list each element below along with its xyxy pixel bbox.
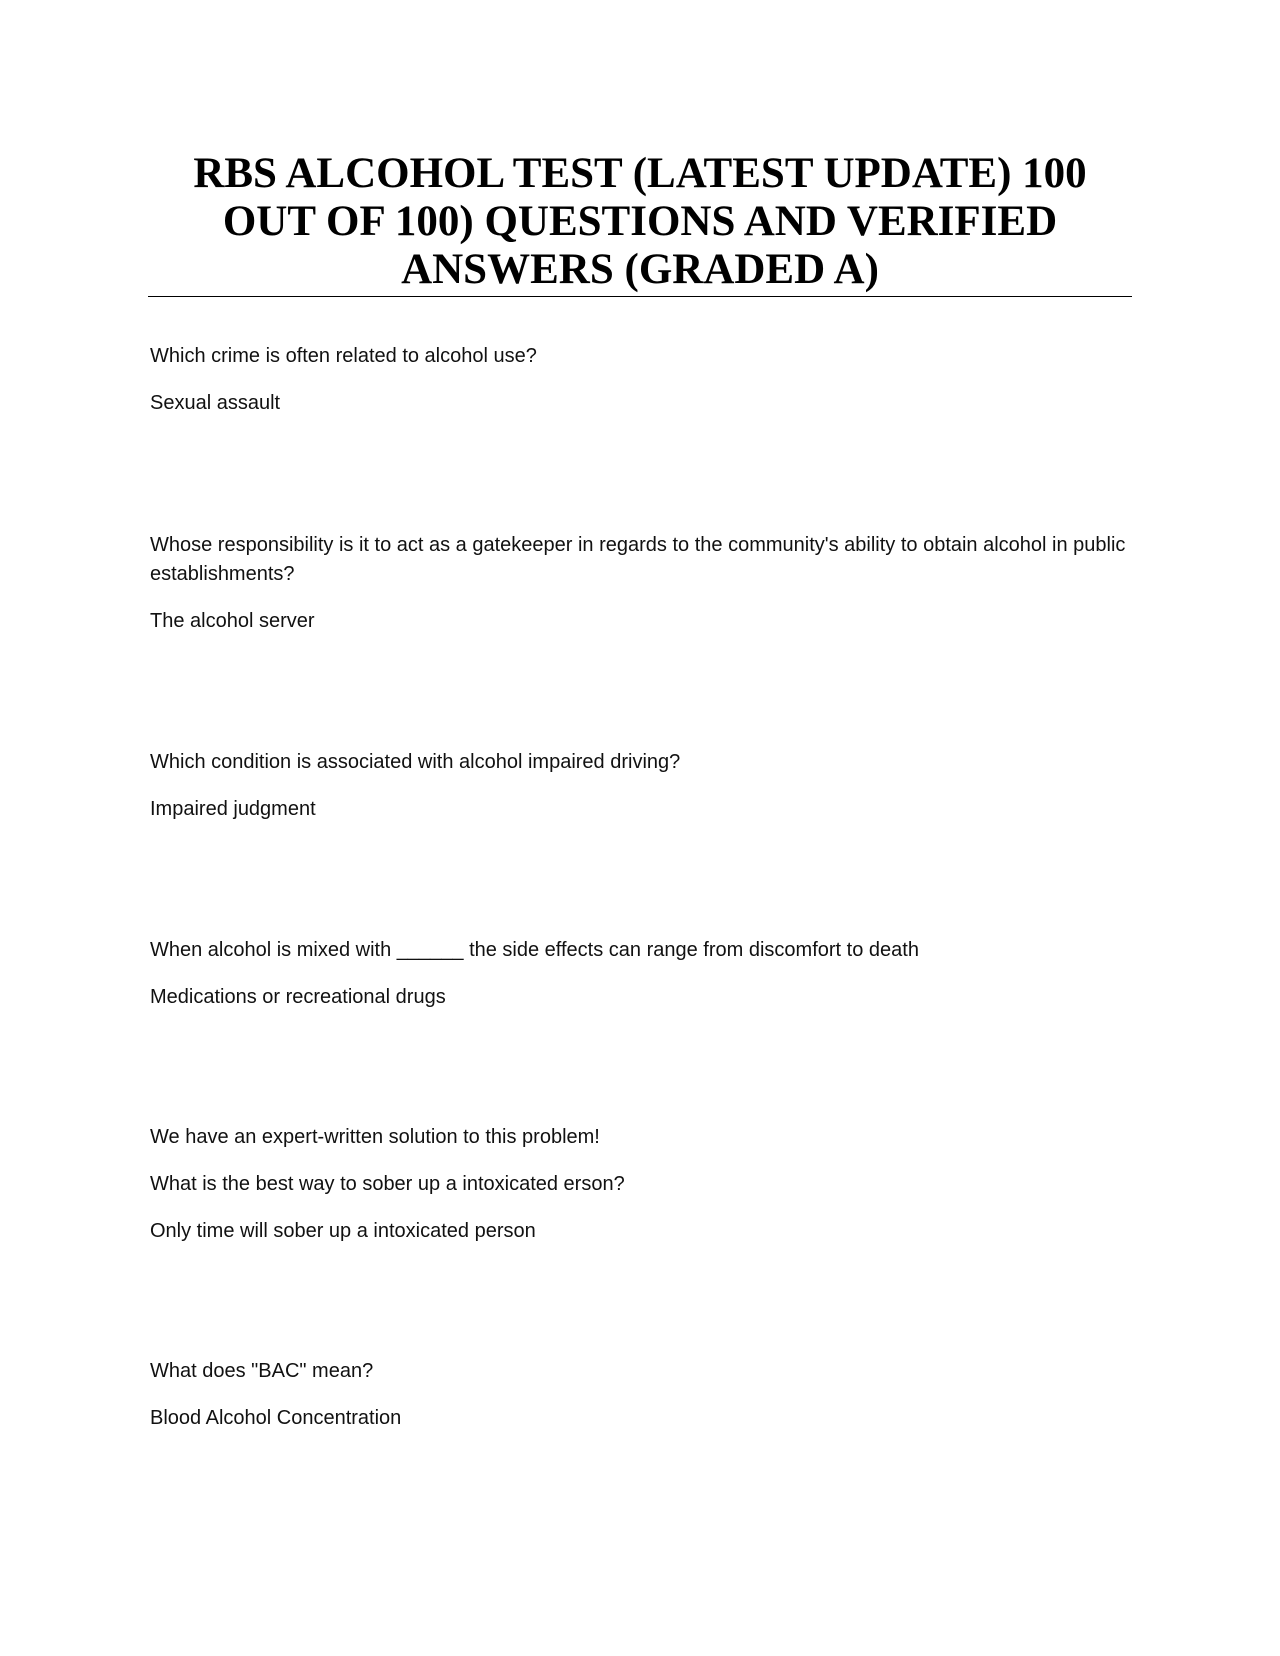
answer-text: Sexual assault (150, 392, 281, 414)
answer-text: Blood Alcohol Concentration (150, 1407, 402, 1429)
qa-item-1 (150, 342, 1140, 418)
promo-note: We have an expert-written solution to this problem! (150, 1126, 600, 1148)
answer-text: Only time will sober up a intoxicated person (150, 1220, 536, 1242)
answer-text: The alcohol server (150, 610, 315, 632)
question-text: Which crime is often related to alcohol use? (150, 345, 537, 367)
qa-item-5 (150, 1123, 1140, 1246)
title-divider (148, 296, 1132, 297)
qa-item-4 (150, 936, 1140, 1012)
qa-item-2 (150, 531, 1140, 636)
question-text: Which condition is associated with alcohol impaired driving? (150, 751, 681, 773)
answer-text: Impaired judgment (150, 798, 316, 820)
answer-text: Medications or recreational drugs (150, 986, 446, 1008)
qa-item-6 (150, 1357, 1140, 1433)
document-title: RBS ALCOHOL TEST (LATEST UPDATE) 100 OUT OF 100) QUESTIONS AND VERIFIED ANSWERS (GRADED A) (193, 150, 1087, 293)
qa-item-3 (150, 748, 1140, 824)
question-text: What is the best way to sober up a intoxicated erson? (150, 1173, 625, 1195)
question-text: Whose responsibility is it to act as a gatekeeper in regards to the community's ability to obtain alcohol in public establishments? (150, 534, 1126, 585)
question-text: What does "BAC" mean? (150, 1360, 374, 1382)
question-text: When alcohol is mixed with ______ the side effects can range from discomfort to death (150, 939, 919, 961)
